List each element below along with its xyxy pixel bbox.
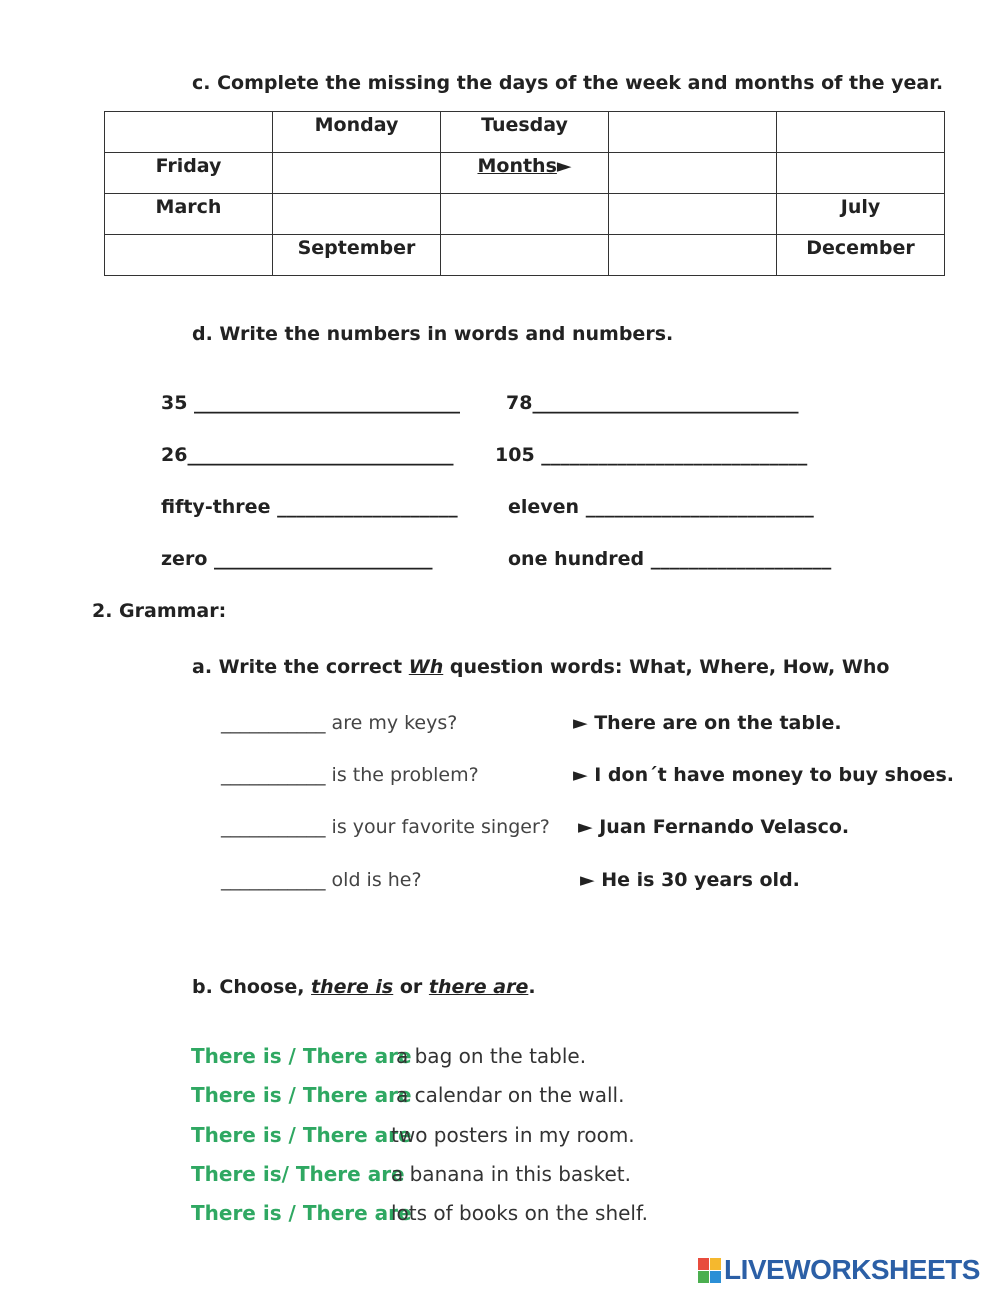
months-label: Months: [477, 155, 557, 177]
arrow-right-icon: ►: [556, 155, 572, 177]
answer-blank[interactable]: ___________: [221, 764, 326, 786]
table-cell[interactable]: [777, 112, 945, 153]
question-answer: ► He is 30 years old.: [580, 869, 800, 891]
sentence-rest: two posters in my room.: [391, 1123, 635, 1147]
table-cell: September: [273, 235, 441, 276]
table-cell[interactable]: [609, 112, 777, 153]
number-item[interactable]: zero _______________________: [161, 548, 433, 570]
number-item[interactable]: 78____________________________: [506, 392, 799, 414]
table-row: [105, 112, 945, 153]
option-there-are: there are: [428, 976, 529, 998]
table-cell: Monday: [273, 112, 441, 153]
table-cell[interactable]: [273, 194, 441, 235]
choice-dropdown[interactable]: There is / There are: [191, 1201, 412, 1225]
question-row: [221, 869, 422, 891]
question-row: [221, 816, 550, 838]
sentence-rest: lots of books on the shelf.: [391, 1201, 648, 1225]
number-item[interactable]: eleven ________________________: [508, 496, 814, 518]
table-cell[interactable]: [273, 153, 441, 194]
question-row: [221, 712, 457, 734]
table-cell[interactable]: [105, 235, 273, 276]
table-cell[interactable]: [609, 235, 777, 276]
days-months-table: [104, 111, 945, 276]
choice-dropdown[interactable]: There is / There are: [191, 1123, 412, 1147]
question-text: is your favorite singer?: [331, 816, 550, 838]
number-item[interactable]: 105 ____________________________: [495, 444, 808, 466]
choice-sentence: [191, 1123, 635, 1147]
question-text: are my keys?: [331, 712, 458, 734]
section-a-prefix: a. Write the correct: [192, 656, 409, 678]
table-cell: July: [777, 194, 945, 235]
question-answer: ► There are on the table.: [573, 712, 842, 734]
section-b-end: .: [528, 976, 536, 998]
sentence-rest: a bag on the table.: [396, 1044, 587, 1068]
question-text: old is he?: [331, 869, 422, 891]
answer-blank[interactable]: ___________: [221, 816, 326, 838]
table-cell: Tuesday: [441, 112, 609, 153]
logo-blocks-icon: [698, 1258, 722, 1284]
section-d-heading: d. Write the numbers in words and numbers.: [192, 323, 674, 345]
section-c-heading: c. Complete the missing the days of the week and months of the year.: [192, 72, 944, 94]
choice-sentence: [191, 1162, 631, 1186]
section-b-prefix: b. Choose,: [192, 976, 312, 998]
table-cell[interactable]: [441, 235, 609, 276]
number-item[interactable]: 26____________________________: [161, 444, 454, 466]
question-text: is the problem?: [331, 764, 479, 786]
table-row: [105, 153, 945, 194]
logo-text: LIVEWORKSHEETS: [724, 1254, 980, 1285]
table-cell: Friday: [105, 153, 273, 194]
section-b-mid: or: [393, 976, 429, 998]
question-answer: ► Juan Fernando Velasco.: [578, 816, 850, 838]
choice-sentence: [191, 1044, 586, 1068]
number-item[interactable]: fifty-three ___________________: [161, 496, 458, 518]
wh-label: Wh: [408, 656, 444, 678]
choice-sentence: [191, 1083, 624, 1107]
choice-sentence: [191, 1201, 648, 1225]
choice-dropdown[interactable]: There is / There are: [191, 1044, 412, 1068]
answer-blank[interactable]: ___________: [221, 712, 326, 734]
choice-dropdown[interactable]: There is / There are: [191, 1083, 412, 1107]
table-cell[interactable]: [609, 153, 777, 194]
table-cell: March: [105, 194, 273, 235]
table-cell[interactable]: [609, 194, 777, 235]
answer-blank[interactable]: ___________: [221, 869, 326, 891]
table-cell[interactable]: [441, 194, 609, 235]
question-row: [221, 764, 479, 786]
table-row: [105, 235, 945, 276]
section-b-heading: [192, 976, 536, 998]
sentence-rest: a calendar on the wall.: [396, 1083, 625, 1107]
table-cell[interactable]: [105, 112, 273, 153]
question-answer: ► I don´t have money to buy shoes.: [573, 764, 954, 786]
choice-dropdown[interactable]: There is/ There are: [191, 1162, 405, 1186]
section-a-suffix: question words: What, Where, How, Who: [443, 656, 890, 678]
option-there-is: there is: [311, 976, 394, 998]
number-item[interactable]: 35 ____________________________: [161, 392, 461, 414]
table-cell[interactable]: [777, 153, 945, 194]
number-item[interactable]: one hundred ___________________: [508, 548, 832, 570]
table-cell: December: [777, 235, 945, 276]
months-label-cell: [441, 153, 609, 194]
section-a-heading: [192, 656, 889, 678]
grammar-title: 2. Grammar:: [92, 600, 227, 622]
table-row: [105, 194, 945, 235]
sentence-rest: a banana in this basket.: [391, 1162, 631, 1186]
